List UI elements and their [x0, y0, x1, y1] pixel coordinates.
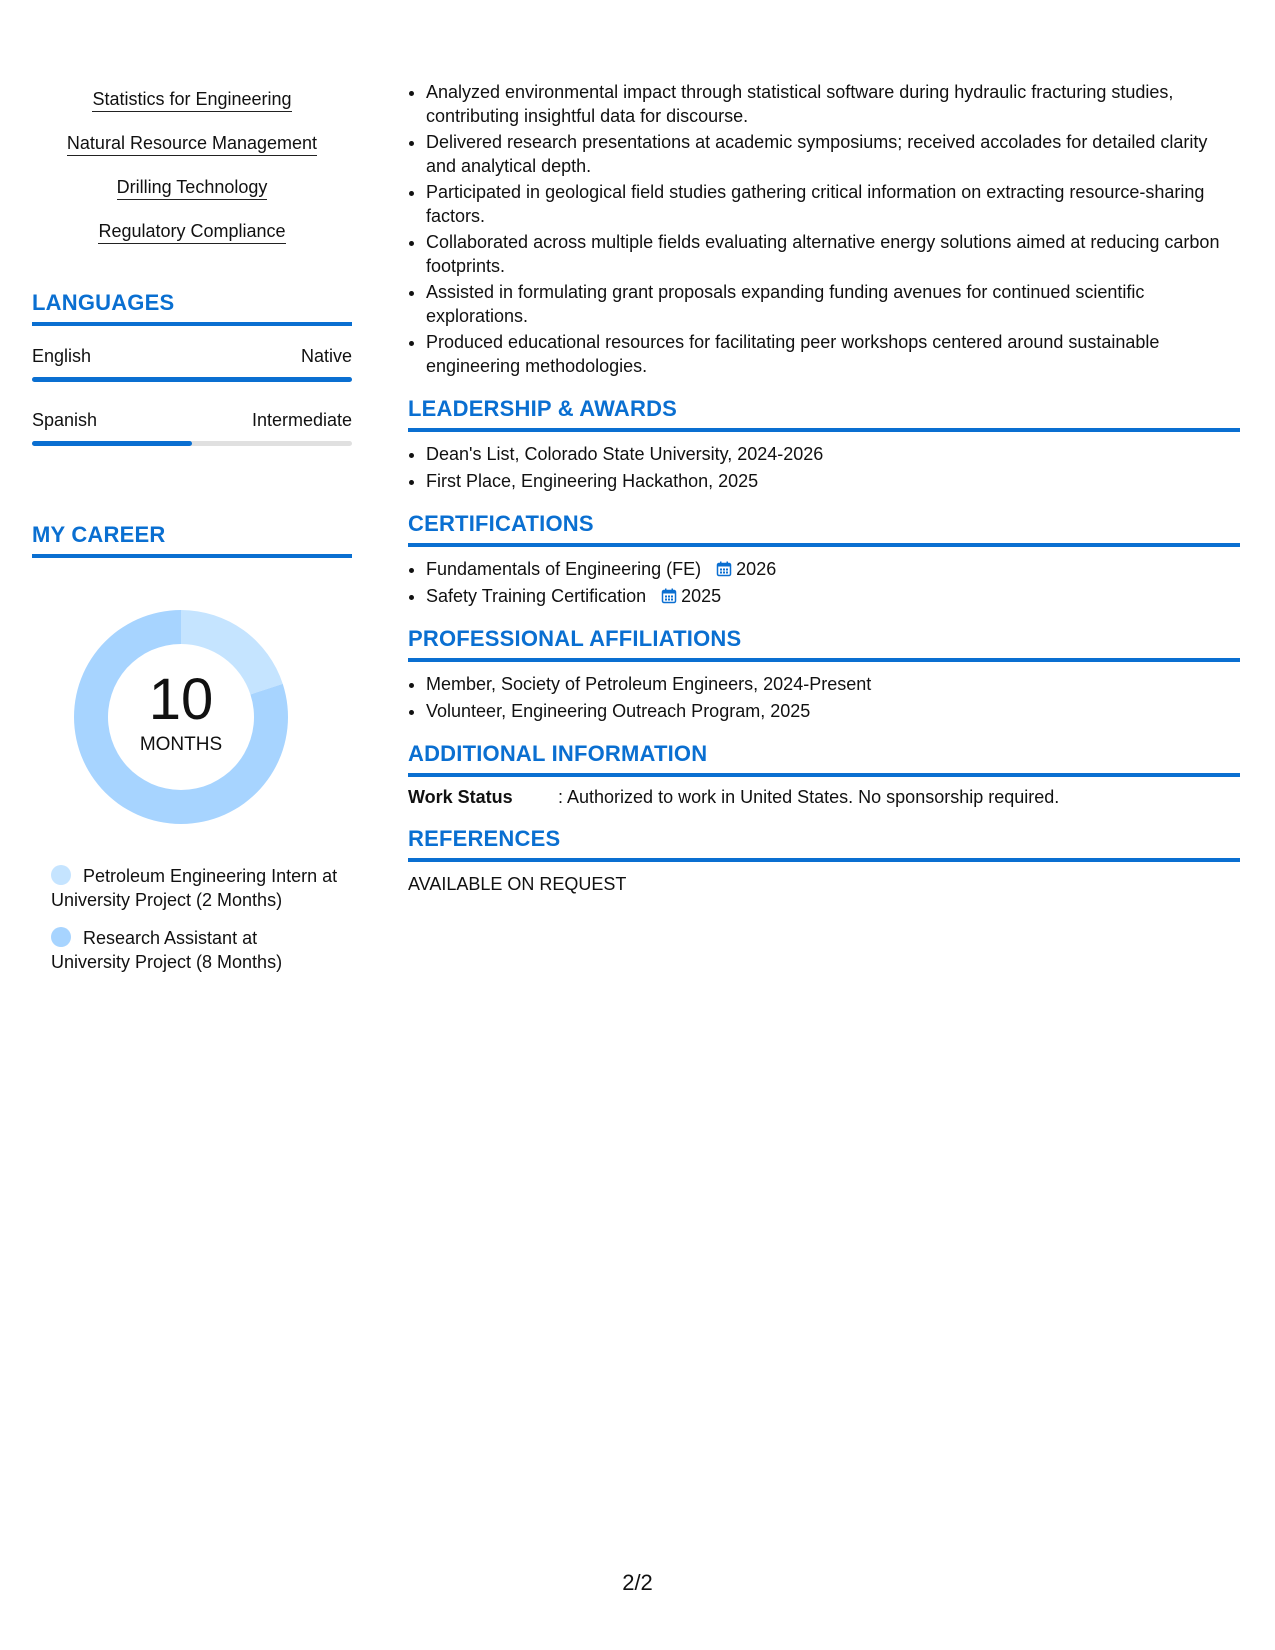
language-item [32, 346, 352, 382]
calendar-icon [661, 588, 677, 604]
experience-bullet: • Collaborated across multiple fields evaluating alternative energy solutions aimed at reducing carbon footprints. [426, 230, 1240, 278]
legend-item: Petroleum Engineering Intern at University Project (2 Months) [51, 866, 338, 910]
language-bar-fill [32, 441, 192, 446]
career-section [32, 522, 352, 974]
skill-item: Statistics for Engineering [32, 88, 352, 112]
language-name: Spanish [32, 410, 98, 430]
experience-bullet: • Assisted in formulating grant proposals expanding funding avenues for continued scientific explorations. [426, 280, 1240, 328]
career-legend [51, 864, 341, 974]
experience-bullet: • Delivered research presentations at academic symposiums; received accolades for detailed clarity and analytical depth. [426, 130, 1240, 178]
additional-section [408, 741, 1240, 808]
certifications-title: CERTIFICATIONS [408, 511, 1240, 547]
references-section [408, 826, 1240, 895]
experience-bullets [408, 80, 1240, 378]
experience-bullet: • Produced educational resources for facilitating peer workshops centered around sustainable engineering methodologies. [426, 330, 1240, 378]
language-level: Intermediate [251, 410, 352, 430]
languages-title: LANGUAGES [32, 290, 352, 326]
legend-item: Research Assistant at University Project (8 Months) [51, 928, 283, 972]
leadership-item: • First Place, Engineering Hackathon, 2025 [426, 469, 1240, 493]
work-status-value: : Authorized to work in United States. No sponsorship required. [558, 787, 1060, 807]
language-bar [32, 377, 352, 382]
skills-list [32, 84, 352, 244]
career-donut [66, 602, 296, 832]
skill-item: Drilling Technology [32, 176, 352, 200]
experience-bullet: • Participated in geological field studies gathering critical information on extracting resource-sharing factors. [426, 180, 1240, 228]
skill-item: Natural Resource Management [32, 132, 352, 156]
certification-name: Safety Training Certification [426, 586, 647, 606]
certification-year: 2026 [736, 559, 777, 579]
legend-dot [51, 865, 71, 885]
additional-title: ADDITIONAL INFORMATION [408, 741, 1240, 777]
work-status-label: Work Status [408, 787, 513, 807]
certification-year: 2025 [681, 586, 722, 606]
languages-section [32, 290, 352, 446]
references-title: REFERENCES [408, 826, 1240, 862]
affiliations-section [408, 626, 1240, 723]
affiliation-item: • Member, Society of Petroleum Engineers, 2024-Present [426, 672, 1240, 696]
left-column [32, 84, 352, 988]
affiliation-item: • Volunteer, Engineering Outreach Program, 2025 [426, 699, 1240, 723]
language-name: English [32, 346, 92, 366]
career-total-number: 10 [148, 667, 214, 732]
leadership-title: LEADERSHIP & AWARDS [408, 396, 1240, 432]
legend-dot [51, 927, 71, 947]
career-title: MY CAREER [32, 522, 352, 558]
language-bar [32, 441, 352, 446]
right-column [408, 80, 1240, 895]
affiliations-title: PROFESSIONAL AFFILIATIONS [408, 626, 1240, 662]
certification-name: Fundamentals of Engineering (FE) [426, 559, 702, 579]
language-item [32, 410, 352, 446]
leadership-section [408, 396, 1240, 493]
references-text: AVAILABLE ON REQUEST [408, 874, 627, 894]
career-total-unit: MONTHS [139, 734, 223, 755]
experience-bullet: • Analyzed environmental impact through statistical software during hydraulic fracturing studies, contributing insightful data for discourse. [426, 80, 1240, 128]
calendar-icon [716, 561, 732, 577]
certification-item [426, 557, 1240, 581]
certifications-section [408, 511, 1240, 608]
language-bar-fill [32, 377, 352, 382]
page-number: 2/2 [622, 1570, 653, 1595]
skill-item: Regulatory Compliance [32, 220, 352, 244]
leadership-item: • Dean's List, Colorado State University, 2024-2026 [426, 442, 1240, 466]
certification-item [426, 584, 1240, 608]
language-level: Native [300, 346, 352, 366]
